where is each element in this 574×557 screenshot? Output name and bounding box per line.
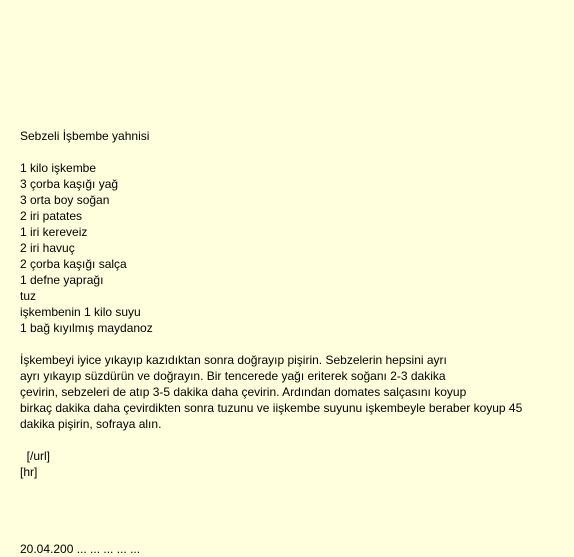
ingredient-item: 1 bağ kıyılmış maydanoz <box>20 321 153 335</box>
ingredient-list <box>20 160 560 336</box>
url-tag-text: [/url] <box>20 449 51 463</box>
hr-tag-text: [hr] <box>20 465 38 479</box>
ingredient-item: 3 çorba kaşığı yağ <box>20 177 119 191</box>
ingredient-item: 3 orta boy soğan <box>20 193 110 207</box>
ingredient-item: 1 iri kereveiz <box>20 225 88 239</box>
recipe-title: Sebzeli İşbembe yahnisi <box>20 129 150 143</box>
recipe-post <box>20 128 560 480</box>
instructions-line: dakika pişirin, sofraya alın. <box>20 417 162 431</box>
ingredient-item: 1 defne yaprağı <box>20 273 104 287</box>
ingredient-item: 2 çorba kaşığı salça <box>20 257 127 271</box>
ingredient-item: 2 iri havuç <box>20 241 75 255</box>
instructions-line: birkaç dakika daha çevirdikten sonra tuzunu ve iişkembe suyunu işkembeyle beraber koyup 45 <box>20 401 523 415</box>
footer-partial-text: 20.04.200 ... ... ... ... ... <box>20 542 141 556</box>
blank-line <box>20 144 560 160</box>
ingredient-item: işkembenin 1 kilo suyu <box>20 305 141 319</box>
instructions-line: İşkembeyi iyice yıkayıp kazıdıktan sonra doğrayıp pişirin. Sebzelerin hepsini ayrı <box>20 353 447 367</box>
blank-line <box>20 336 560 352</box>
instructions-line: ayrı yıkayıp süzdürün ve doğrayın. Bir tencerede yağı eriterek soğanı 2-3 dakika <box>20 369 446 383</box>
ingredient-item: 2 iri patates <box>20 209 83 223</box>
ingredient-item: tuz <box>20 289 37 303</box>
instructions-paragraph <box>20 352 560 432</box>
blank-line <box>20 432 560 448</box>
instructions-line: çevirin, sebzeleri de atıp 3-5 dakika daha çevirin. Ardından domates salçasını koyup <box>20 385 467 399</box>
ingredient-item: 1 kilo işkembe <box>20 161 97 175</box>
